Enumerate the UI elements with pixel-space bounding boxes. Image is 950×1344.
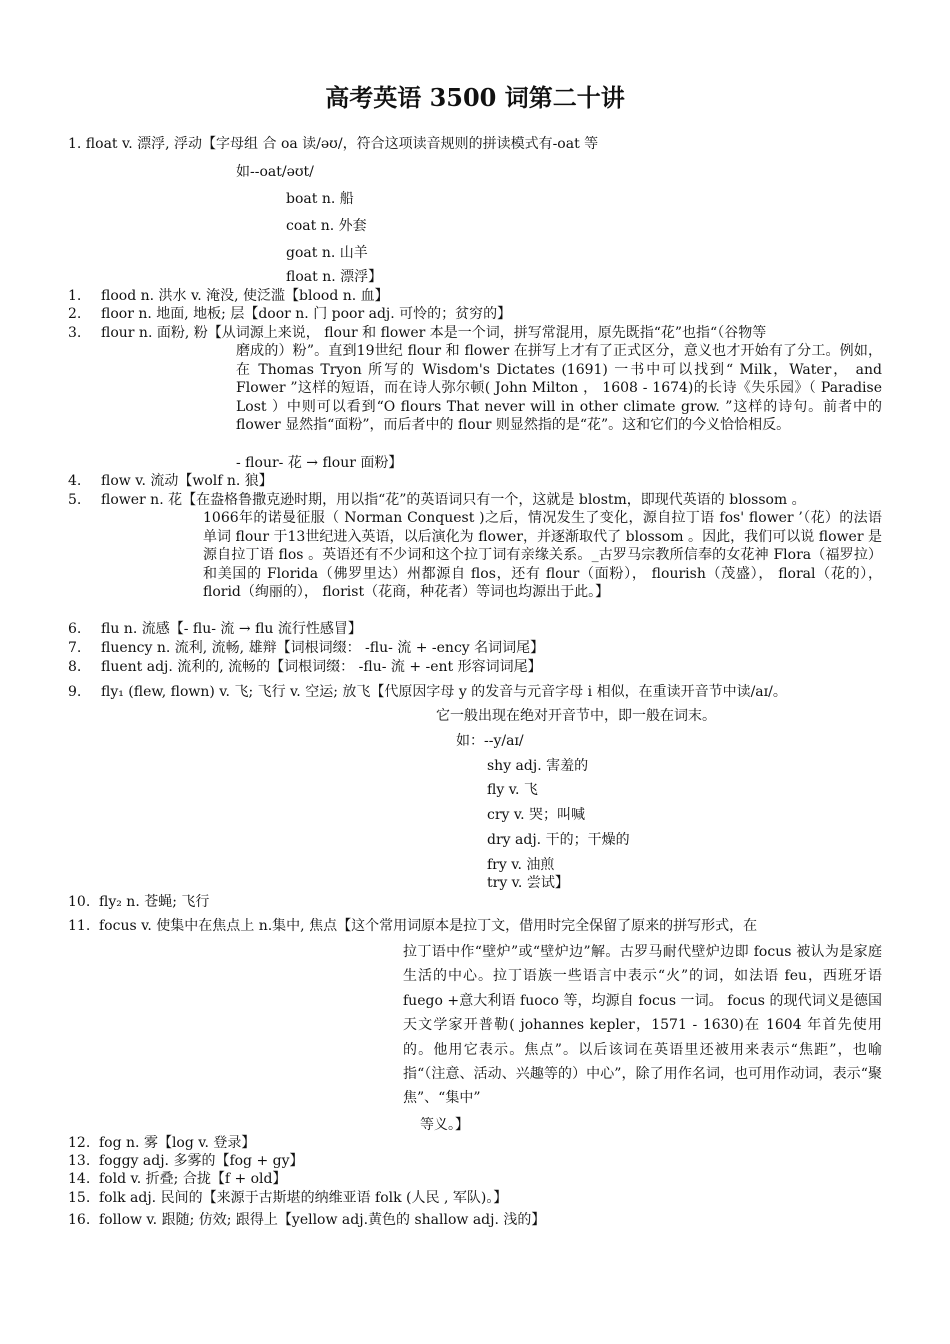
entry-fold: fold v. 折叠; 合拢【f + old】 [99, 1171, 287, 1187]
entry-flood: flood n. 洪水 v. 淹没, 使泛滥【blood n. 血】 [101, 288, 389, 304]
entry-number: 8. [68, 659, 82, 675]
fly-example: fly v. 飞 [487, 782, 538, 798]
focus-etymology: 拉丁语中作“壁炉”或“壁炉边”解。古罗马耐代壁炉边即 focus 被认为是家庭生活的中心。拉丁语族一些语言中表示“火”的词，如法语 feu，西班牙语 fuego +意大利语 fuoco 等，均源自 focus 一词。 focus 的现代词义是德国天文学家开普勒( johannes kepler，1571 - 1630)在 1604 年首先使用的。他用它表示。焦点”。以后该词在英语里还被用来表示“焦距”，也喻指“（注意、活动、兴趣等的）中心”，除了用作名词，也可用作动词，表示“聚焦”、“集中” [403, 944, 882, 1107]
fly-example: cry v. 哭；叫喊 [487, 807, 586, 823]
fly-note: 它一般出现在绝对开音节中，即一般在词末。 [436, 708, 716, 724]
flour-summary: - flour- 花 → flour 面粉】 [236, 455, 403, 471]
flour-etymology: 磨成的）粉”。直到19世纪 flour 和 flower 在拼写上才有了正式区分，意义也才开始有了分工。例如，在 Thomas Tryon 所写的 Wisdom's Dictates (1691) 一书中可以找到“ Milk，Water， and Flower ”这样的短语，而在诗人弥尔顿( John Milton ， 1608 - 1674)的长诗《失乐园》（ Paradise Lost ）中则可以看到“O flours That never will in other climate grow. ”这样的诗句。前者中的 flower 显然指“面粉”，而后者中的 flour 则显然指的是“花”。这和它们的今义恰恰相反。 [236, 343, 882, 434]
entry-fog: fog n. 雾【log v. 登录】 [99, 1135, 256, 1151]
entry-folk: folk adj. 民间的【来源于古斯堪的纳维亚语 folk (人民 , 军队)。】 [99, 1190, 508, 1206]
flower-etymology: 1066年的诺曼征服（ Norman Conquest )之后，情况发生了变化，源自拉丁语 fos' flower ’（花）的法语单词 flour 于13世纪进入英语，以后演化为 flower，并逐渐取代了 blossom 。因此，我们可以说 flower 是源自拉丁语 flos 。英语还有不少词和这个拉丁词有亲缘关系。_古罗马宗教所信奉的女花神 Flora（福罗拉）和美国的 Florida（佛罗里达）州都源自 flos，还有 flour（面粉）， flourish（茂盛）， floral（花的）， florid（绚丽的）， florist（花商，种花者）等词也均源出于此。】 [203, 510, 882, 601]
entry-number: 6. [68, 621, 82, 637]
entry-flour: flour n. 面粉, 粉【从词源上来说， flour 和 flower 本是一个词，拼写常混用，原先既指“花”也指“（谷物等 [101, 325, 767, 341]
page-title: 高考英语 3500 词第二十讲 [325, 83, 625, 112]
fly-example: shy adj. 害羞的 [487, 758, 589, 774]
entry-focus: focus v. 使集中在焦点上 n.集中, 焦点【这个常用词原本是拉丁文，借用时完全保留了原来的拼写形式，在 [99, 918, 758, 934]
fly-example: dry adj. 干的；干燥的 [487, 832, 630, 848]
entry-float: 1. float v. 漂浮, 浮动【字母组 合 oa 读/əʊ/，符合这项读音规则的拼读模式有-oat 等 [68, 136, 599, 152]
entry-number: 11. [68, 918, 91, 934]
entry-number: 4. [68, 473, 82, 489]
entry-flow: flow v. 流动【wolf n. 狼】 [101, 473, 273, 489]
focus-end: 等义。】 [420, 1117, 469, 1133]
entry-number: 3. [68, 325, 82, 341]
entry-number: 12. [68, 1135, 91, 1151]
fly-pattern: 如：--y/aɪ/ [456, 733, 524, 749]
float-pattern: 如--oat/əʊt/ [236, 164, 314, 180]
fly-example: fry v. 油煎 [487, 857, 555, 873]
entry-number: 1. [68, 288, 82, 304]
entry-number: 7. [68, 640, 82, 656]
entry-number: 13. [68, 1153, 91, 1169]
entry-number: 14. [68, 1171, 91, 1187]
float-example: coat n. 外套 [286, 218, 367, 234]
entry-fluent: fluent adj. 流利的, 流畅的【词根词缀： -flu- 流 + -ent 形容词词尾】 [101, 659, 542, 675]
entry-fly2: fly₂ n. 苍蝇; 飞行 [99, 894, 210, 910]
entry-follow: follow v. 跟随; 仿效; 跟得上【yellow adj.黄色的 shallow adj. 浅的】 [99, 1212, 546, 1228]
entry-number: 16. [68, 1212, 91, 1228]
entry-number: 15. [68, 1190, 91, 1206]
float-example: float n. 漂浮】 [286, 269, 383, 285]
entry-number: 10. [68, 894, 91, 910]
entry-flu: flu n. 流感【- flu- 流 → flu 流行性感冒】 [101, 621, 362, 637]
fly-example: try v. 尝试】 [487, 875, 569, 891]
float-example: goat n. 山羊 [286, 245, 368, 261]
entry-flower: flower n. 花【在盎格鲁撒克逊时期，用以指“花”的英语词只有一个，这就是 blostm，即现代英语的 blossom 。 [101, 492, 806, 508]
entry-number: 2. [68, 306, 82, 322]
entry-foggy: foggy adj. 多雾的【fog + gy】 [99, 1153, 304, 1169]
entry-number: 9. [68, 684, 82, 700]
float-example: boat n. 船 [286, 191, 354, 207]
entry-number: 5. [68, 492, 82, 508]
entry-floor: floor n. 地面, 地板; 层【door n. 门 poor adj. 可怜的；贫穷的】 [101, 306, 512, 322]
entry-fluency: fluency n. 流利, 流畅, 雄辩【词根词缀： -flu- 流 + -ency 名词词尾】 [101, 640, 545, 656]
entry-fly1: fly₁ (flew, flown) v. 飞; 飞行 v. 空运; 放飞【代原因字母 y 的发音与元音字母 i 相似，在重读开音节中读/aɪ/。 [101, 684, 787, 700]
